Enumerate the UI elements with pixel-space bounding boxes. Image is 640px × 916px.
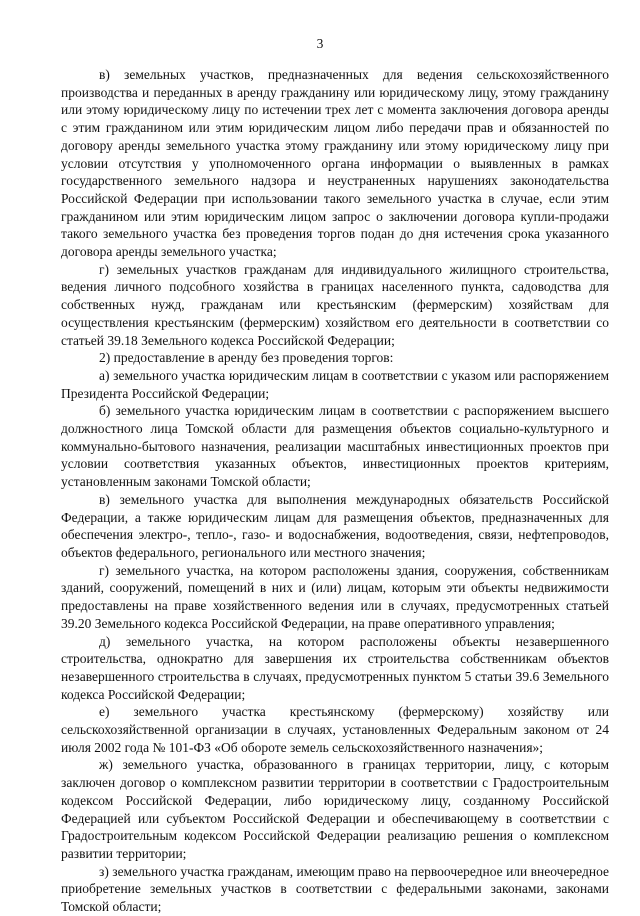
document-body (61, 66, 609, 916)
paragraph-4-a-presidential-decree: а) земельного участка юридическим лицам в соответствии с указом или распоряжением Президента Российской Федерации; (61, 367, 609, 401)
paragraph-5-b-governor-order: б) земельного участка юридическим лицам в соответствии с распоряжением высшего должностного лица Томской области для размещения объектов социально-культурного и коммунально-бытового назначения, реализации масштабных инвестиционных проектов при условии соответствия указанных объектов, инвестиционных проектов критериям, установленным законами Томской области; (61, 403, 609, 490)
paragraph-7-g-buildings-owners: г) земельного участка, на котором расположены здания, сооружения, собственникам зданий, сооружений, помещений в них и (или) лицам, которым эти объекты недвижимости предоставлены на праве хозяйственного ведения или в случаях, предусмотренных статьей 39.20 Земельного кодекса Российской Федерации, на праве оперативного управления; (61, 562, 609, 631)
paragraph-6-v-international-obligations: в) земельного участка для выполнения международных обязательств Российской Федерации, а также юридическим лицам для размещения объектов, предназначенных для обеспечения электро-, тепло-, газо- и водоснабжения, водоотведения, связи, нефтепроводов, объектов федерального, регионального или местного значения; (61, 491, 609, 560)
paragraph-3-lease-heading: 2) предоставление в аренду без проведения торгов: (99, 350, 394, 366)
paragraph-2-g-sale-to-citizens: г) земельных участков гражданам для индивидуального жилищного строительства, ведения личного подсобного хозяйства в границах населенного пункта, садоводства для собственных нужд, гражданам или крестьянским (фермерским) хозяйствам для осуществления крестьянским (фермерским) хозяйством его деятельности в соответствии со статьей 39.18 Земельного кодекса Российской Федерации; (61, 261, 609, 348)
paragraph-9-e-farm-enterprise: е) земельного участка крестьянскому (фермерскому) хозяйству или сельскохозяйственной организации в случаях, установленных Федеральным законом от 24 июля 2002 года № 101-ФЗ «Об обороте земель сельскохозяйственного назначения»; (61, 704, 609, 755)
paragraph-10-zh-integrated-development: ж) земельного участка, образованного в границах территории, лицу, с которым заключен договор о комплексном развитии территории в соответствии с Градостроительным кодексом Российской Федерации, либо юридическому лицу, созданному Российской Федерацией или субъектом Российской Федерации и обеспечивающему в соответствии с Градостроительным кодексом Российской Федерации реализацию решения о комплексном развитии территории; (61, 757, 609, 861)
paragraph-1-v-sale-agricultural-land: в) земельных участков, предназначенных для ведения сельскохозяйственного производства и переданных в аренду гражданину или юридическому лицу, этому гражданину или этому юридическому лицу по истечении трех лет с момента заключения договора аренды с этим гражданином или этим юридическим лицом либо передачи прав и обязанностей по договору аренды земельного участка этому гражданину или этому юридическому лицу при условии отсутствия у уполномоченного органа информации о выявленных в рамках государственного земельного надзора и неустраненных нарушениях законодательства Российской Федерации при использовании такого земельного участка в случае, если этим гражданином или этим юридическим лицом запрос о заключении договора купли-продажи такого земельного участка без проведения торгов подан до дня истечения срока указанного договора аренды земельного участка; (61, 67, 609, 260)
paragraph-8-d-unfinished-construction: д) земельного участка, на котором расположены объекты незавершенного строительства, однократно для завершения их строительства собственникам объектов незавершенного строительства в случаях, предусмотренных пунктом 5 статьи 39.6 Земельного кодекса Российской Федерации; (61, 633, 609, 702)
page-number: 3 (316, 36, 324, 51)
paragraph-11-z-priority-citizens: з) земельного участка гражданам, имеющим право на первоочередное или внеочередное приобретение земельных участков в соответствии с федеральными законами, законами Томской области; (61, 863, 609, 915)
